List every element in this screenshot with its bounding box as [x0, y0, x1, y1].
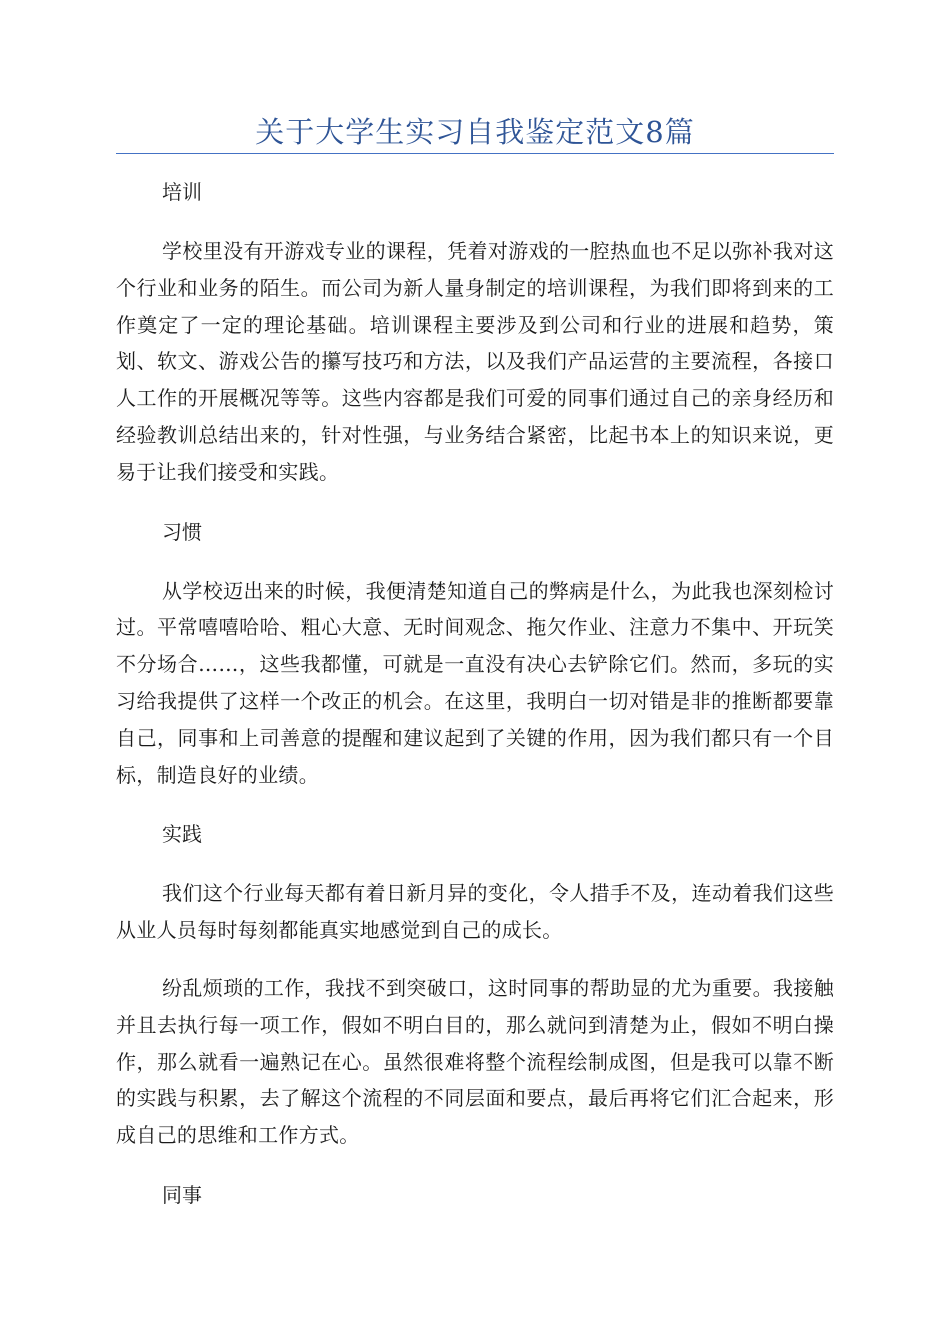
paragraph-practice-2: 纷乱烦琐的工作，我找不到突破口，这时同事的帮助显的尤为重要。我接触并且去执行每一项工作，假如不明白目的，那么就问到清楚为止，假如不明白操作，那么就看一遍熟记在心。虽然很难将整个流程绘制成图，但是我可以靠不断的实践与积累，去了解这个流程的不同层面和要点，最后再将它们汇合起来，形成自己的思维和工作方式。 — [116, 975, 834, 1148]
section-heading-training: 培训 — [162, 180, 202, 204]
document-body — [116, 172, 834, 1236]
title-underline — [116, 153, 834, 154]
paragraph-habits: 从学校迈出来的时候，我便清楚知道自己的弊病是什么，为此我也深刻检讨过。平常嘻嘻哈哈、粗心大意、无时间观念、拖欠作业、注意力不集中、开玩笑不分场合……，这些我都懂，可就是一直没有决心去铲除它们。然而，多玩的实习给我提供了这样一个改正的机会。在这里，我明白一切对错是非的推断都要靠自己，同事和上司善意的提醒和建议起到了关键的作用，因为我们都只有一个目标，制造良好的业绩。 — [116, 578, 834, 787]
section-heading-habits: 习惯 — [162, 519, 202, 544]
section-heading-colleagues: 同事 — [162, 1182, 202, 1207]
section-heading-practice: 实践 — [162, 822, 202, 847]
paragraph-practice-1: 我们这个行业每天都有着日新月异的变化，令人措手不及，连动着我们这些从业人员每时每刻都能真实地感觉到自己的成长。 — [116, 881, 834, 943]
paragraph-training: 学校里没有开游戏专业的课程，凭着对游戏的一腔热血也不足以弥补我对这个行业和业务的陌生。而公司为新人量身制定的培训课程，为我们即将到来的工作奠定了一定的理论基础。培训课程主要涉及到公司和行业的进展和趋势，策划、软文、游戏公告的攥写技巧和方法，以及我们产品运营的主要流程，各接口人工作的开展概况等等。这些内容都是我们可爱的同事们通过自己的亲身经历和经验教训总结出来的，针对性强，与业务结合紧密，比起书本上的知识来说，更易于让我们接受和实践。 — [116, 239, 834, 484]
document-title: 关于大学生实习自我鉴定范文8篇 — [255, 115, 695, 149]
